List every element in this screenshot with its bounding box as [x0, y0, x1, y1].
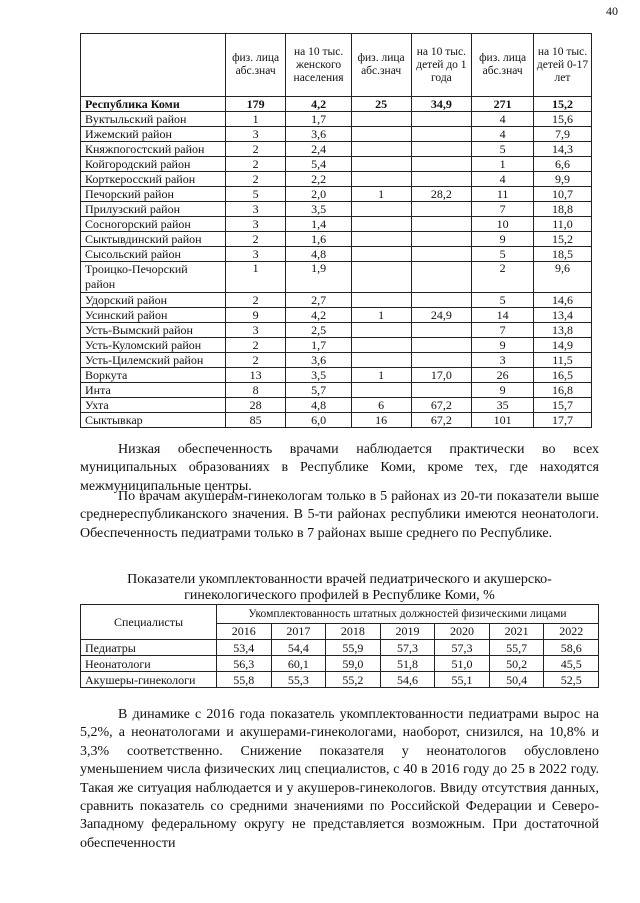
value-cell: 14 — [472, 308, 534, 323]
value-cell: 57,3 — [435, 640, 490, 656]
column-header: на 10 тыс. детей до 1 года — [411, 34, 472, 97]
table-row — [81, 413, 592, 428]
value-cell: 1 — [225, 112, 286, 127]
group-header: Укомплектованность штатных должностей физическими лицами — [217, 605, 599, 624]
value-cell — [411, 232, 472, 247]
value-cell: 2 — [225, 142, 286, 157]
region-name-cell: Инта — [81, 383, 226, 398]
column-header: на 10 тыс. детей 0-17 лет — [533, 34, 591, 97]
region-name-cell: Усинский район — [81, 308, 226, 323]
value-cell: 11,0 — [533, 217, 591, 232]
table2-caption: Показатели укомплектованности врачей педиатрического и акушерско-гинекологического профилей в Республике Коми, % — [127, 572, 552, 603]
value-cell: 34,9 — [411, 97, 472, 112]
table-row — [81, 308, 592, 323]
value-cell: 17,7 — [533, 413, 591, 428]
value-cell: 3 — [472, 353, 534, 368]
value-cell: 14,6 — [533, 293, 591, 308]
value-cell — [411, 157, 472, 172]
table-row — [81, 368, 592, 383]
value-cell — [411, 262, 472, 293]
value-cell: 4,8 — [286, 247, 351, 262]
value-cell: 54,6 — [380, 672, 435, 688]
value-cell: 50,2 — [489, 656, 544, 672]
value-cell: 1,7 — [286, 112, 351, 127]
region-name-cell: Печорский район — [81, 187, 226, 202]
value-cell: 67,2 — [411, 413, 472, 428]
value-cell: 9 — [472, 338, 534, 353]
region-name-cell: Усть-Вымский район — [81, 323, 226, 338]
value-cell: 11,5 — [533, 353, 591, 368]
value-cell: 17,0 — [411, 368, 472, 383]
value-cell: 55,7 — [489, 640, 544, 656]
year-header: 2021 — [489, 623, 544, 639]
value-cell: 9 — [472, 383, 534, 398]
value-cell: 2 — [225, 232, 286, 247]
region-name-cell: Воркута — [81, 368, 226, 383]
value-cell: 59,0 — [326, 656, 381, 672]
region-name-cell: Княжпогостский район — [81, 142, 226, 157]
table-header-row — [81, 605, 599, 624]
value-cell: 9,6 — [533, 262, 591, 293]
year-header: 2018 — [326, 623, 381, 639]
value-cell: 24,9 — [411, 308, 472, 323]
value-cell: 1,6 — [286, 232, 351, 247]
year-header: 2016 — [217, 623, 272, 639]
value-cell: 58,6 — [544, 640, 599, 656]
value-cell: 6,0 — [286, 413, 351, 428]
value-cell — [411, 383, 472, 398]
value-cell: 2,4 — [286, 142, 351, 157]
value-cell — [351, 202, 411, 217]
value-cell: 5,4 — [286, 157, 351, 172]
value-cell — [411, 323, 472, 338]
year-header: 2022 — [544, 623, 599, 639]
value-cell — [351, 112, 411, 127]
value-cell — [411, 202, 472, 217]
table-row — [81, 112, 592, 127]
value-cell: 55,9 — [326, 640, 381, 656]
value-cell: 54,4 — [271, 640, 326, 656]
table-row — [81, 127, 592, 142]
region-name-cell: Сыктывдинский район — [81, 232, 226, 247]
value-cell: 3 — [225, 127, 286, 142]
value-cell: 13 — [225, 368, 286, 383]
staffing-by-district-table — [80, 33, 592, 428]
value-cell: 57,3 — [380, 640, 435, 656]
value-cell: 16,5 — [533, 368, 591, 383]
value-cell: 15,2 — [533, 232, 591, 247]
value-cell: 13,8 — [533, 323, 591, 338]
value-cell: 5 — [225, 187, 286, 202]
value-cell — [351, 383, 411, 398]
table-row — [81, 293, 592, 308]
value-cell: 45,5 — [544, 656, 599, 672]
value-cell: 18,5 — [533, 247, 591, 262]
value-cell: 4 — [472, 172, 534, 187]
value-cell: 2,2 — [286, 172, 351, 187]
value-cell: 28 — [225, 398, 286, 413]
value-cell — [411, 338, 472, 353]
value-cell — [351, 323, 411, 338]
value-cell: 3 — [225, 323, 286, 338]
value-cell — [351, 353, 411, 368]
value-cell: 1 — [351, 368, 411, 383]
value-cell: 55,1 — [435, 672, 490, 688]
value-cell: 6,6 — [533, 157, 591, 172]
value-cell: 11 — [472, 187, 534, 202]
value-cell — [351, 127, 411, 142]
table-row — [81, 323, 592, 338]
value-cell — [351, 142, 411, 157]
year-header: 2017 — [271, 623, 326, 639]
value-cell: 13,4 — [533, 308, 591, 323]
value-cell: 3,6 — [286, 353, 351, 368]
region-name-cell: Сысольский район — [81, 247, 226, 262]
value-cell: 15,7 — [533, 398, 591, 413]
region-name-cell: Корткеросский район — [81, 172, 226, 187]
specialists-header: Специалисты — [81, 605, 217, 640]
region-name-cell: Ухта — [81, 398, 226, 413]
value-cell — [411, 172, 472, 187]
value-cell: 2 — [225, 172, 286, 187]
paragraph-low-provision: Низкая обеспеченность врачами наблюдается практически во всех муниципальных образованиях в Республике Коми, кроме тех, где находятся межмуниципальные центры. — [80, 442, 599, 494]
column-header: физ. лица абс.знач — [351, 34, 411, 97]
column-header: физ. лица абс.знач — [472, 34, 534, 97]
value-cell — [411, 217, 472, 232]
paragraph-dynamics: В динамике с 2016 года показатель укомплектованности педиатрами вырос на 5,2%, а неонатологами и акушерами-гинекологами, наоборот, снизился, на 10,8% и 3,3% соответственно. Снижение показателя у неонатологов обусловлено уменьшением числа физических лиц специалистов, с 40 в 2016 году до 25 в 2022 году. Такая же ситуация наблюдается и у акушеров-гинекологов. Ввиду отсутствия данных, сравнить показатель со средними значениями по Российской Федерации и Северо-Западному федеральному округу не представляется возможным. При достаточной обеспеченности — [80, 707, 599, 851]
value-cell: 1 — [351, 187, 411, 202]
value-cell — [351, 172, 411, 187]
table-row — [81, 157, 592, 172]
value-cell: 2,7 — [286, 293, 351, 308]
region-name-cell: Ижемский район — [81, 127, 226, 142]
value-cell: 7 — [472, 323, 534, 338]
value-cell: 26 — [472, 368, 534, 383]
table-row — [81, 232, 592, 247]
region-name-cell: Койгородский район — [81, 157, 226, 172]
value-cell: 18,8 — [533, 202, 591, 217]
value-cell — [411, 112, 472, 127]
value-cell: 4,8 — [286, 398, 351, 413]
value-cell: 5,7 — [286, 383, 351, 398]
value-cell — [411, 293, 472, 308]
table-row — [81, 383, 592, 398]
table-row — [81, 353, 592, 368]
value-cell: 60,1 — [271, 656, 326, 672]
table-row — [81, 142, 592, 157]
value-cell: 55,8 — [217, 672, 272, 688]
value-cell: 3,5 — [286, 368, 351, 383]
value-cell: 50,4 — [489, 672, 544, 688]
value-cell: 1,4 — [286, 217, 351, 232]
value-cell: 55,2 — [326, 672, 381, 688]
column-header: на 10 тыс. женского населения — [286, 34, 351, 97]
value-cell: 179 — [225, 97, 286, 112]
value-cell — [351, 262, 411, 293]
value-cell — [351, 247, 411, 262]
region-name-cell: Усть-Куломский район — [81, 338, 226, 353]
value-cell: 67,2 — [411, 398, 472, 413]
table-row — [81, 172, 592, 187]
value-cell: 14,9 — [533, 338, 591, 353]
value-cell: 4,2 — [286, 97, 351, 112]
value-cell: 51,8 — [380, 656, 435, 672]
value-cell: 9 — [225, 308, 286, 323]
value-cell — [411, 353, 472, 368]
specialty-label: Неонатологи — [81, 656, 217, 672]
value-cell: 3 — [225, 202, 286, 217]
region-name-cell: Республика Коми — [81, 97, 226, 112]
value-cell — [411, 127, 472, 142]
value-cell — [351, 157, 411, 172]
table-row — [81, 398, 592, 413]
column-header: физ. лица абс.знач — [225, 34, 286, 97]
value-cell: 9 — [472, 232, 534, 247]
value-cell: 16 — [351, 413, 411, 428]
value-cell: 3 — [225, 217, 286, 232]
value-cell — [351, 232, 411, 247]
value-cell: 2,0 — [286, 187, 351, 202]
table-row — [81, 656, 599, 672]
value-cell: 35 — [472, 398, 534, 413]
value-cell: 4,2 — [286, 308, 351, 323]
value-cell: 14,3 — [533, 142, 591, 157]
value-cell: 7 — [472, 202, 534, 217]
region-name-cell: Троицко-Печорский район — [81, 262, 226, 293]
year-header: 2020 — [435, 623, 490, 639]
region-name-cell: Усть-Цилемский район — [81, 353, 226, 368]
table-header-row — [81, 34, 592, 97]
region-name-cell: Удорский район — [81, 293, 226, 308]
value-cell: 6 — [351, 398, 411, 413]
value-cell: 52,5 — [544, 672, 599, 688]
value-cell: 5 — [472, 247, 534, 262]
value-cell: 3 — [225, 247, 286, 262]
region-name-cell: Прилузский район — [81, 202, 226, 217]
paragraph-obstetricians: По врачам акушерам-гинекологам только в 5 районах из 20-ти показатели выше среднереспубликанского значения. В 5-ти районах республики имеются неонатологи. Обеспеченность педиатрами только в 7 районах выше среднего по Республике. — [80, 489, 599, 541]
region-name-cell: Сыктывкар — [81, 413, 226, 428]
value-cell — [351, 293, 411, 308]
value-cell: 28,2 — [411, 187, 472, 202]
specialty-label: Акушеры-гинекологи — [81, 672, 217, 688]
value-cell — [351, 338, 411, 353]
page-number: 40 — [606, 4, 618, 18]
column-header — [81, 34, 226, 97]
value-cell — [351, 217, 411, 232]
value-cell: 1 — [225, 262, 286, 293]
table-row — [81, 97, 592, 112]
value-cell: 25 — [351, 97, 411, 112]
value-cell: 5 — [472, 142, 534, 157]
table-row — [81, 187, 592, 202]
value-cell: 5 — [472, 293, 534, 308]
year-header: 2019 — [380, 623, 435, 639]
value-cell: 9,9 — [533, 172, 591, 187]
value-cell: 2 — [225, 293, 286, 308]
table-row — [81, 202, 592, 217]
specialty-label: Педиатры — [81, 640, 217, 656]
table-row — [81, 217, 592, 232]
value-cell: 4 — [472, 127, 534, 142]
value-cell: 1 — [472, 157, 534, 172]
value-cell — [411, 142, 472, 157]
value-cell: 51,0 — [435, 656, 490, 672]
value-cell: 2 — [472, 262, 534, 293]
value-cell: 101 — [472, 413, 534, 428]
value-cell: 55,3 — [271, 672, 326, 688]
value-cell: 3,6 — [286, 127, 351, 142]
value-cell: 85 — [225, 413, 286, 428]
value-cell: 3,5 — [286, 202, 351, 217]
value-cell: 2 — [225, 338, 286, 353]
value-cell: 1,9 — [286, 262, 351, 293]
value-cell: 2 — [225, 353, 286, 368]
value-cell: 271 — [472, 97, 534, 112]
table-row — [81, 640, 599, 656]
value-cell: 2 — [225, 157, 286, 172]
staffing-dynamics-table — [80, 604, 599, 688]
value-cell: 10 — [472, 217, 534, 232]
value-cell: 7,9 — [533, 127, 591, 142]
value-cell: 10,7 — [533, 187, 591, 202]
value-cell: 56,3 — [217, 656, 272, 672]
value-cell: 1 — [351, 308, 411, 323]
table-row — [81, 262, 592, 293]
value-cell: 15,6 — [533, 112, 591, 127]
table-row — [81, 672, 599, 688]
value-cell — [411, 247, 472, 262]
value-cell: 16,8 — [533, 383, 591, 398]
table-row — [81, 338, 592, 353]
value-cell: 53,4 — [217, 640, 272, 656]
value-cell: 1,7 — [286, 338, 351, 353]
value-cell: 15,2 — [533, 97, 591, 112]
table-row — [81, 247, 592, 262]
value-cell: 8 — [225, 383, 286, 398]
value-cell: 2,5 — [286, 323, 351, 338]
value-cell: 4 — [472, 112, 534, 127]
region-name-cell: Вуктыльский район — [81, 112, 226, 127]
region-name-cell: Сосногорский район — [81, 217, 226, 232]
